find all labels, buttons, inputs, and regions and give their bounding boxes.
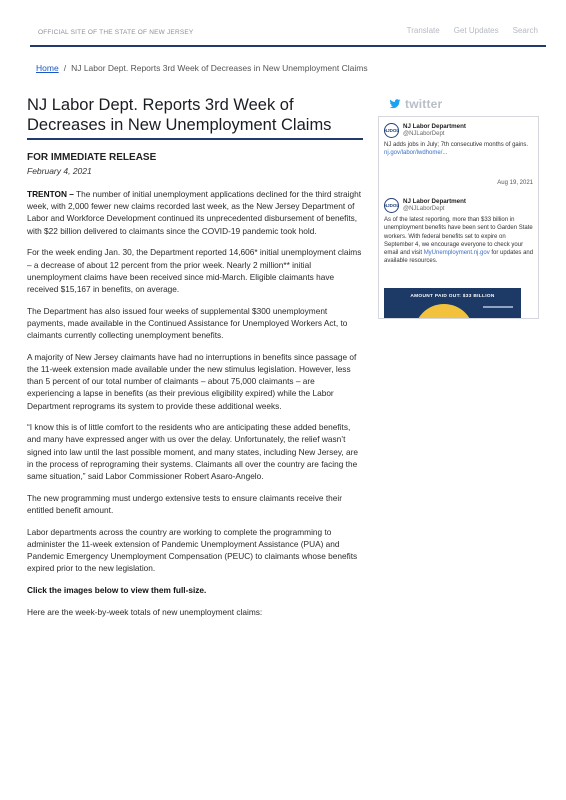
- tweet-image-headline: AMOUNT PAID OUT: $33 BILLION: [410, 294, 495, 299]
- release-date: February 4, 2021: [27, 166, 92, 176]
- top-nav: [407, 26, 538, 35]
- breadcrumb: [36, 63, 368, 73]
- article: [27, 95, 363, 618]
- avatar: NJDOL: [384, 123, 399, 138]
- tweet-image-graphic: [414, 304, 474, 319]
- tweet-handle: @NJLaborDept: [403, 206, 445, 212]
- header-divider: [30, 45, 546, 47]
- tweet[interactable]: [384, 198, 534, 266]
- tweet-image-stripe: [483, 306, 513, 308]
- paragraph-8: Click the images below to view them full-size.: [27, 584, 207, 595]
- paragraph-1-text: The number of initial unemployment applications declined for the third straight week, with 2,000 fewer new claims recorded last week, as the New Jersey Department of Labor and Workforce Development continued its unprecedented disbursement of benefits, with $22 billion delivered to claimants since the COVID-19 pandemic took hold.: [27, 189, 362, 236]
- paragraph-7: Labor departments across the country are working to complete the programming to administer the 11-week extension of Pandemic Unemployment Assistance (PUA) and Pandemic Emergency Unemployment Compensation (PEUC) to claimants whose benefits expired prior to the new legislation.: [27, 526, 358, 574]
- paragraph-3: The Department has also issued four weeks of supplemental $300 unemployment payments, made available in the Continued Assistance for Unemployed Workers Act, to claimants currently collecting unemployment benefits.: [27, 305, 348, 341]
- tweet-author: [384, 198, 534, 213]
- page-title: NJ Labor Dept. Reports 3rd Week of Decreases in New Unemployment Claims: [27, 95, 363, 140]
- get-updates-link[interactable]: Get Updates: [453, 26, 499, 35]
- paragraph-6: The new programming must undergo extensive tests to ensure claimants receive their entitled benefit amount.: [27, 492, 342, 515]
- translate-link[interactable]: Translate: [406, 26, 440, 35]
- breadcrumb-separator: /: [63, 63, 67, 73]
- paragraph-4: A majority of New Jersey claimants have had no interruptions in benefits since passage of the 11-week extension made available under the new stimulus legislation. However, less than 5 percent of our total number of claimants – about 75,000 claimants – are experiencing a lapse in benefits (as their previous eligibility expired) while the Labor Department reprograms its system to provide these additional weeks.: [27, 351, 357, 411]
- tweet-text-body: NJ adds jobs in July; 7th consecutive months of gains.: [384, 142, 529, 148]
- tweet-names: [403, 198, 466, 212]
- paragraph-9: Here are the week-by-week totals of new unemployment claims:: [27, 606, 263, 617]
- twitter-sidebar: [378, 95, 539, 319]
- tweet[interactable]: [384, 123, 534, 158]
- tweet-author: [384, 123, 534, 138]
- official-site-label: OFFICIAL SITE OF THE STATE OF NEW JERSEY: [38, 29, 194, 36]
- article-body: [27, 188, 363, 618]
- tweet-link[interactable]: nj.gov/labor/lwdhome/...: [384, 150, 448, 157]
- tweet-text-body: As of the latest reporting, more than $33 billion in unemployment benefits have been sent to Garden State workers. With federal benefits set to expire on September 4, we encourage everyone to check your email and visit: [384, 217, 533, 257]
- paragraph-2: For the week ending Jan. 30, the Department reported 14,606* initial unemployment claims – a decrease of about 12 percent from the prior week. Nearly 2 million** initial unemployment claims have been received since mid-March. Eligible claimants have received $15,167 in benefits, on average.: [27, 247, 362, 294]
- breadcrumb-current: NJ Labor Dept. Reports 3rd Week of Decreases in New Unemployment Claims: [71, 63, 368, 73]
- tweet-names: [403, 123, 466, 137]
- tweet-link[interactable]: MyUnemployment.nj.gov: [423, 250, 490, 257]
- tweet-text: [384, 216, 534, 266]
- tweet-date: Aug 19, 2021: [497, 180, 533, 186]
- tweet-text-after: for updates and available resources.: [384, 250, 534, 265]
- search-link[interactable]: Search: [512, 26, 538, 35]
- paragraph-5: “I know this is of little comfort to the residents who are anticipating these added benefits, and many have expressed anger with us over the delay. Unfortunately, the relief wasn’t signed into law until the last possible moment, and many states, including New Jersey, are in the process of reprograming their systems. Claimants all over the country are facing the same situation,” said Labor Commissioner Robert Asaro-Angelo.: [27, 422, 358, 482]
- twitter-feed[interactable]: [378, 116, 539, 319]
- tweet-image[interactable]: [384, 288, 521, 319]
- breadcrumb-home-link[interactable]: Home: [36, 63, 59, 73]
- top-bar: [0, 0, 566, 46]
- release-label: FOR IMMEDIATE RELEASE: [27, 152, 157, 163]
- twitter-header[interactable]: [389, 95, 539, 113]
- paragraph-1: [27, 188, 363, 237]
- twitter-label: twitter: [405, 97, 443, 111]
- tweet-handle: @NJLaborDept: [403, 131, 445, 137]
- avatar: NJDOL: [384, 198, 399, 213]
- tweet-display-name: NJ Labor Department: [403, 123, 466, 130]
- tweet-text: [384, 141, 534, 158]
- twitter-bird-icon: [389, 98, 401, 110]
- dateline: TRENTON –: [27, 189, 74, 199]
- tweet-display-name: NJ Labor Department: [403, 198, 466, 205]
